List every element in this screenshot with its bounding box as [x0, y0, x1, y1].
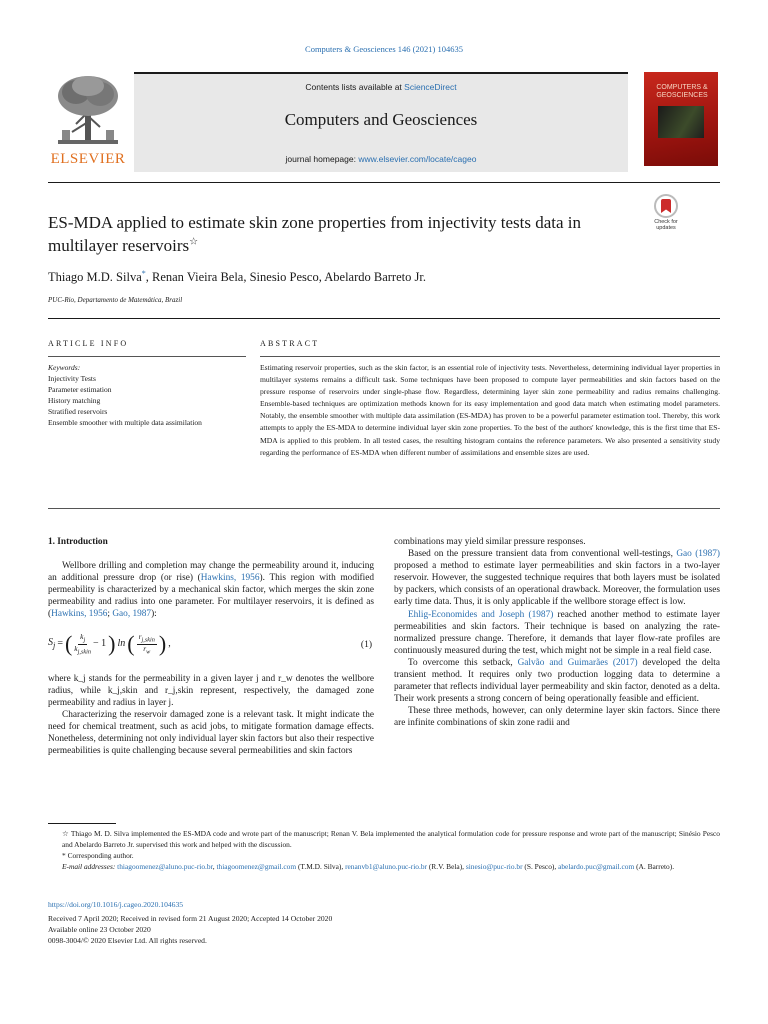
bookmark-icon	[654, 194, 678, 218]
received-dates: Received 7 April 2020; Received in revised form 21 August 2020; Accepted 14 October 2020	[48, 914, 333, 923]
available-online: Available online 23 October 2020	[48, 925, 151, 934]
paragraph: Based on the pressure transient data from conventional well-testings, Gao (1987) proposed a method to estimate layer permeabilities and skin factors in a two-layer reservoir. However, the suggested technique requires that both layers must be isolated by packers, which consists of an operational drawback. Moreover, the formulation uses early time data. Thus, it is only applicable if the wellbore storage effect is low.	[394, 549, 720, 608]
publication-history	[48, 913, 332, 946]
author-first[interactable]: Thiago M.D. Silva	[48, 270, 142, 285]
journal-name: Computers and Geosciences	[284, 110, 478, 129]
citation-link[interactable]: Hawkins, 1956	[200, 573, 260, 584]
journal-homepage-link[interactable]: www.elsevier.com/locate/cageo	[358, 154, 477, 164]
paragraph: Characterizing the reservoir damaged zone is a relevant task. It might indicate the need for chemical treatment, such as acid jobs, to mitigate formation damage effects. Nonetheless, determining not only individual layer skin factors but also their respective permeabilities is quite challenging because several permeabilities and skin factors	[48, 709, 374, 757]
elsevier-logo[interactable]	[48, 72, 128, 168]
journal-header	[134, 72, 628, 172]
equation-1	[48, 627, 374, 665]
homepage-line: journal homepage: www.elsevier.com/locate/cageo	[285, 154, 477, 164]
citation-link[interactable]: Hawkins, 1956	[51, 609, 108, 620]
cover-picture	[658, 106, 704, 138]
elsevier-wordmark: ELSEVIER	[50, 151, 126, 167]
email-link[interactable]: thiagoomenez@gmail.com	[216, 862, 297, 871]
title-footnote-mark[interactable]: ☆	[189, 235, 199, 247]
journal-cover-image[interactable]	[644, 72, 718, 166]
article-info-divider	[48, 356, 246, 357]
citation-link[interactable]: Gao, 1987	[112, 609, 152, 620]
cover-title: COMPUTERS & GEOSCIENCES	[656, 84, 708, 99]
citation-link[interactable]: Ehlig-Economides and Joseph (1987)	[408, 609, 554, 620]
article-title: ES-MDA applied to estimate skin zone properties from injectivity tests data in multilayer reservoirs☆	[48, 213, 582, 255]
paragraph: where k_j stands for the permeability in a given layer j and r_w denotes the wellbore radius, while k_j,skin and r_j,skin represent, respectively, the damaged zone permeability and radius in layer j.	[48, 673, 374, 708]
section-heading-introduction: 1. Introduction	[48, 537, 108, 547]
journal-reference[interactable]: Computers & Geosciences 146 (2021) 104635	[305, 44, 463, 54]
equation-number: (1)	[360, 639, 372, 650]
abstract-bottom-divider	[48, 508, 720, 509]
paragraph: Ehlig-Economides and Joseph (1987) reached another method to estimate layer permeabilities and skin factors. Their technique is based on analyzing the rate-normalized pressure change. Therefore, it demands that layer flow-rate profiles are continuously measured during the test, which might not be simple in a real field case.	[394, 609, 720, 656]
affiliation: PUC-Rio, Departamento de Matemática, Brazil	[48, 296, 183, 304]
email-link[interactable]: thiagoomenez@aluno.puc-rio.br	[117, 862, 213, 871]
body-column-left	[48, 536, 374, 757]
footnotes	[48, 828, 720, 872]
equation-body: $S_j$ = ( $\frac{k_j}{k_{j,skin}}$ − 1 ) ln ( $\frac{r_{j,skin}}{r_w}$ ) ,	[48, 631, 171, 657]
citation-link[interactable]: Galvão and Guimarães (2017)	[517, 657, 638, 668]
footnote: ☆ Thiago M. D. Silva implemented the ES-MDA code and wrote part of the manuscript; Renan V. Bela implemented the analytical formulation code for pressure response and wrote part of the manuscript; Sinésio Pesco and Abelardo Barreto Jr. supervised this work and helped with the discussion.	[62, 829, 720, 849]
footnote-mark: *	[62, 851, 66, 860]
abstract-heading: ABSTRACT	[260, 339, 320, 348]
corresponding-author-mark[interactable]: *	[141, 269, 146, 278]
article-info-heading: ARTICLE INFO	[48, 339, 129, 348]
elsevier-tree-icon	[52, 72, 124, 150]
copyright: 0098-3004/© 2020 Elsevier Ltd. All rights reserved.	[48, 936, 207, 945]
header-divider	[48, 182, 720, 183]
keyword-item: Ensemble smoother with multiple data assimilation	[48, 418, 202, 427]
keyword-item: Parameter estimation	[48, 385, 112, 394]
paragraph: Wellbore drilling and completion may change the permeability around it, inducing an additional pressure drop (or rise) (Hawkins, 1956). This region with modified permeability is characterized by a mechanical skin factor, which merges the skin zone permeability and radius into one parameter. For multilayer reservoirs, it is defined as (Hawkins, 1956; Gao, 1987):	[48, 561, 375, 620]
contents-line: Contents lists available at ScienceDirect	[305, 82, 457, 92]
badge-label: Check for updates	[654, 219, 678, 232]
paragraph: To overcome this setback, Galvão and Guimarães (2017) developed the delta transient method. It requires only two production logging data to determine a parameter that reflects individual layer permeability and skin factor, denoted as a delta. Their work presents a strong concern of being operationally feasible and efficient.	[394, 657, 720, 705]
email-addresses: E-mail addresses: thiagoomenez@aluno.puc-rio.br, thiagoomenez@gmail.com (T.M.D. Silva), renanvb1@aluno.puc-rio.br (R.V. Bela), sinesio@puc-rio.br (S. Pesco), abelardo.puc@gmail.com (A. Barreto).	[62, 862, 675, 871]
abstract-divider	[260, 356, 720, 357]
email-link[interactable]: renanvb1@aluno.puc-rio.br	[345, 862, 427, 871]
keywords-label: Keywords:	[48, 363, 81, 372]
email-link[interactable]: abelardo.puc@gmail.com	[558, 862, 635, 871]
email-link[interactable]: sinesio@puc-rio.br	[465, 862, 523, 871]
paragraph: These three methods, however, can only determine layer skin factors. Since there are infinite combinations of skin zone radii and	[394, 706, 720, 729]
sciencedirect-link[interactable]: ScienceDirect	[404, 82, 457, 92]
paragraph: combinations may yield similar pressure responses.	[394, 537, 586, 547]
citation-link[interactable]: Gao (1987)	[676, 549, 720, 560]
check-for-updates-badge[interactable]	[646, 194, 686, 234]
author-list	[48, 269, 426, 285]
keyword-item: Injectivity Tests	[48, 374, 96, 383]
footnote-divider	[48, 823, 116, 824]
keyword-item: Stratified reservoirs	[48, 407, 108, 416]
keyword-item: History matching	[48, 396, 101, 405]
footnote-mark: ☆	[62, 829, 69, 838]
title-divider	[48, 318, 720, 319]
doi-link[interactable]: https://doi.org/10.1016/j.cageo.2020.104635	[48, 900, 184, 909]
keywords-block	[48, 362, 246, 428]
author-others[interactable]: , Renan Vieira Bela, Sinesio Pesco, Abelardo Barreto Jr.	[145, 270, 426, 285]
footnote: * Corresponding author.	[62, 851, 134, 860]
abstract-text: Estimating reservoir properties, such as the skin factor, is an essential role of injectivity tests. Nevertheless, determining individual layer properties in multilayer systems remains a difficult task. Some techniques have been proposed to compute layer permeabilities and skin factors based on the pressure response of reservoirs under single-phase flow. Regardless, determining layer skin zone permeability and radius remains challenging. Ensemble-based techniques are optimization methods known for its easy implementation and good data match when estimating model parameters. Notably, the ensemble smoother with multiple data assimilation (ES-MDA) has proven to be a powerful parameter estimation tool. Thereby, this work attempts to apply the ES-MDA to determine individual layer skin zone properties. To the best of the authors' knowledge, this is the first time that ES-MDA is applied to this problem. In all tested cases, the resulting histogram contains the reference parameters. We also presented a sensitivity study regarding the performance of ES-MDA when different number of assimilations and ensemble sizes are used.	[260, 363, 720, 457]
body-column-right	[394, 536, 720, 730]
